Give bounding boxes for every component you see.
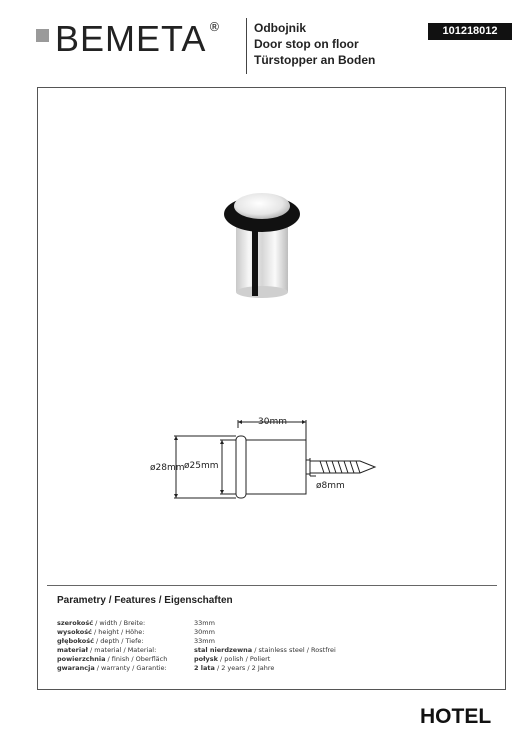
title-english: Door stop on floor (254, 37, 359, 51)
spec-value-rest: 33mm (194, 619, 215, 627)
spec-value-rest: / stainless steel / Rostfrei (252, 646, 336, 654)
registered-mark: ® (208, 20, 221, 34)
spec-label-rest: / finish / Oberfläch (105, 655, 168, 663)
spec-label-pl: materiał (57, 646, 88, 654)
spec-label-pl: gwarancja (57, 664, 95, 672)
spec-value-rest: / 2 years / 2 Jahre (214, 664, 275, 672)
inner-diameter-label: ø25mm (184, 461, 219, 471)
width-dimension-label: 30mm (258, 417, 287, 427)
spec-value-bold: połysk (194, 655, 218, 663)
technical-drawing (150, 410, 400, 510)
category-label: HOTEL (420, 705, 492, 728)
spec-label-pl: powierzchnia (57, 655, 106, 663)
product-code: 101218012 (428, 23, 512, 40)
screw-diameter-label: ø8mm (316, 481, 345, 491)
spec-label-pl: wysokość (57, 628, 92, 636)
features-title: Parametry / Features / Eigenschaften (57, 595, 233, 606)
spec-value-bold: stal nierdzewna (194, 646, 253, 654)
spec-label-rest: / warranty / Garantie: (94, 664, 167, 672)
product-photo (212, 190, 312, 300)
outer-diameter-label: ø28mm (150, 463, 185, 473)
spec-value-rest: / polish / Poliert (217, 655, 271, 663)
brand-logo (36, 20, 220, 58)
product-title-block (254, 20, 375, 68)
header-divider (246, 18, 247, 74)
logo-square-icon (36, 29, 49, 42)
spec-value-rest: 33mm (194, 637, 215, 645)
spec-value-rest: 30mm (194, 628, 215, 636)
logo-text: BEMETA (55, 18, 207, 59)
spec-label-pl: głębokość (57, 637, 94, 645)
spec-label-rest: / material / Material: (87, 646, 157, 654)
spec-label-rest: / width / Breite: (93, 619, 146, 627)
features-divider (47, 585, 497, 586)
spec-value-bold: 2 lata (194, 664, 215, 672)
title-polish: Odbojnik (254, 21, 306, 35)
spec-label-rest: / depth / Tiefe: (93, 637, 144, 645)
spec-label-rest: / height / Höhe: (91, 628, 145, 636)
spec-label-pl: szerokość (57, 619, 94, 627)
title-german: Türstopper an Boden (254, 53, 376, 67)
